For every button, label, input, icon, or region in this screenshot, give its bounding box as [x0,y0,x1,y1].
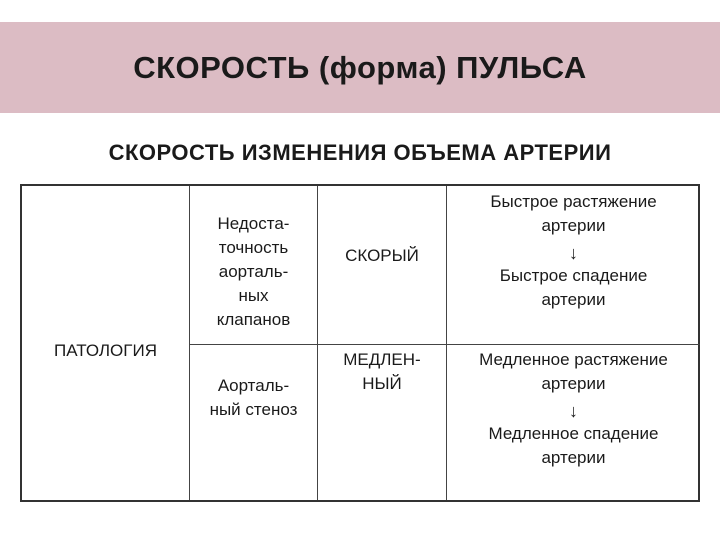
description-line: Медленное спадение [488,424,659,443]
description-cell-2 [447,348,700,498]
pulse-type-label: НЫЙ [362,374,402,393]
cause-line: ный стеноз [209,400,298,419]
description-cell-1 [447,190,700,340]
category-label: ПАТОЛОГИЯ [54,341,157,360]
row-divider [189,344,700,345]
category-cell [22,186,189,500]
cause-cell-2 [190,374,317,434]
cause-line: клапанов [216,310,291,329]
description-line: артерии [541,216,606,235]
description-line: Быстрое растяжение [490,192,657,211]
cause-line: Недоста- [217,214,290,233]
slide-title: СКОРОСТЬ (форма) ПУЛЬСА [133,49,587,85]
pulse-cell-1 [318,244,446,274]
description-line: артерии [541,374,606,393]
description-line: Быстрое спадение [499,266,648,285]
pulse-cell-2 [318,348,446,408]
description-line: артерии [541,448,606,467]
pulse-table [20,184,700,502]
column-divider [317,186,318,500]
cause-cell-1 [190,212,317,342]
pulse-type-label: МЕДЛЕН- [343,350,421,369]
slide-subtitle: СКОРОСТЬ ИЗМЕНЕНИЯ ОБЪЕМА АРТЕРИИ [108,140,612,165]
description-line: артерии [541,290,606,309]
cause-line: точность [218,238,289,257]
down-arrow-icon: ↓ [569,401,578,421]
cause-line: Аорталь- [217,376,290,395]
pulse-type-label: СКОРЫЙ [345,246,419,265]
cause-line: аорталь- [218,262,289,281]
down-arrow-icon: ↓ [569,243,578,263]
description-line: Медленное растяжение [479,350,668,369]
cause-line: ных [238,286,269,305]
title-bar [0,22,720,113]
